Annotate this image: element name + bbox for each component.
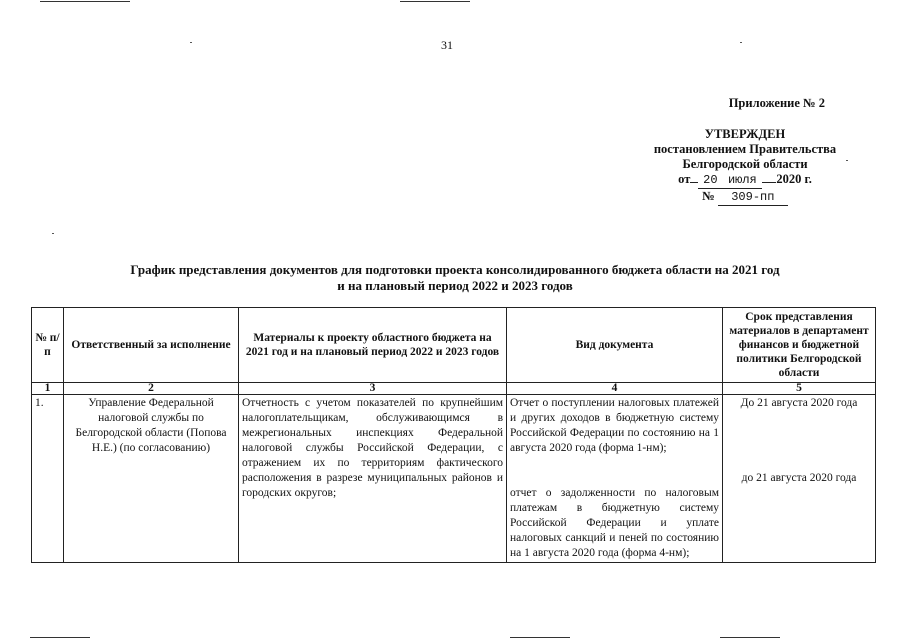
- header-num: № п/п: [32, 308, 64, 383]
- row-deadlines: [723, 395, 876, 563]
- scan-speck: [52, 233, 54, 234]
- column-number-row: [32, 383, 876, 395]
- column-number: 2: [64, 383, 239, 395]
- doc-type-b: отчет о задолженности по налоговым платежам в бюджетную систему Российской Федерации и уплате налоговых санкций и пеней по состоянию на 1 августа 2020 года (форма 4-нм);: [510, 487, 719, 559]
- scan-speck: [740, 42, 742, 43]
- approval-block: [635, 96, 855, 206]
- date-blank: [690, 182, 698, 183]
- date-blank-2: [762, 182, 776, 183]
- approved-by-line-1: постановлением Правительства: [653, 142, 837, 156]
- deadline-b: до 21 августа 2020 года: [741, 472, 857, 484]
- document-title: [60, 262, 850, 294]
- scan-speck: [190, 42, 192, 43]
- row-materials: Отчетность с учетом показателей по крупнейшим налогоплательщикам, обслуживающимся в межрегиональных инспекциях Федеральной налоговой службы Российской Федерации, с отражением их по территориям фактического расположения в разрезе муниципальных районов и городских округов;: [239, 395, 507, 563]
- scan-edge-line: [720, 637, 780, 638]
- scan-edge-line: [40, 1, 130, 2]
- approval-number: [635, 189, 855, 206]
- scan-edge-line: [30, 637, 90, 638]
- approval-date: [635, 172, 855, 189]
- column-number: 4: [507, 383, 723, 395]
- date-month: июля: [722, 173, 762, 189]
- scan-edge-line: [400, 1, 470, 2]
- schedule-table: [31, 307, 876, 563]
- scan-speck: [846, 160, 848, 161]
- row-num: 1.: [32, 395, 64, 563]
- doc-type-a: Отчет о поступлении налоговых платежей и других доходов в бюджетную систему Российской Федерации по состоянию на 1 августа 2020 года (форма 1-нм);: [510, 397, 719, 454]
- approved-label: УТВЕРЖДЕН: [704, 127, 786, 141]
- column-number: 5: [723, 383, 876, 395]
- resolution-number: 309-пп: [718, 190, 788, 206]
- title-line-2: и на плановый период 2022 и 2023 годов: [337, 278, 573, 293]
- title-line-1: График представления документов для подготовки проекта консолидированного бюджета области на 2021 год: [130, 262, 780, 277]
- number-prefix: №: [702, 189, 715, 203]
- page-number: 31: [441, 38, 453, 52]
- column-number: 3: [239, 383, 507, 395]
- header-doc-type: Вид документа: [507, 308, 723, 383]
- date-year: 2020 г.: [776, 172, 812, 186]
- row-doc-types: [507, 395, 723, 563]
- header-materials: Материалы к проекту областного бюджета на 2021 год и на плановый период 2022 и 2023 годов: [239, 308, 507, 383]
- column-number: 1: [32, 383, 64, 395]
- deadline-a: До 21 августа 2020 года: [740, 397, 858, 409]
- date-day: 20: [698, 173, 722, 189]
- header-deadline: Срок представления материалов в департамент финансов и бюджетной политики Белгородской области: [723, 308, 876, 383]
- date-prefix: от: [678, 172, 691, 186]
- scan-edge-line: [510, 637, 570, 638]
- table-row: [32, 395, 876, 563]
- header-responsible: Ответственный за исполнение: [64, 308, 239, 383]
- approved-by-line-2: Белгородской области: [682, 157, 808, 171]
- row-responsible: Управление Федеральной налоговой службы по Белгородской области (Попова Н.Е.) (по согласованию): [64, 395, 239, 563]
- appendix-label: Приложение № 2: [728, 96, 825, 110]
- header-row: [32, 308, 876, 383]
